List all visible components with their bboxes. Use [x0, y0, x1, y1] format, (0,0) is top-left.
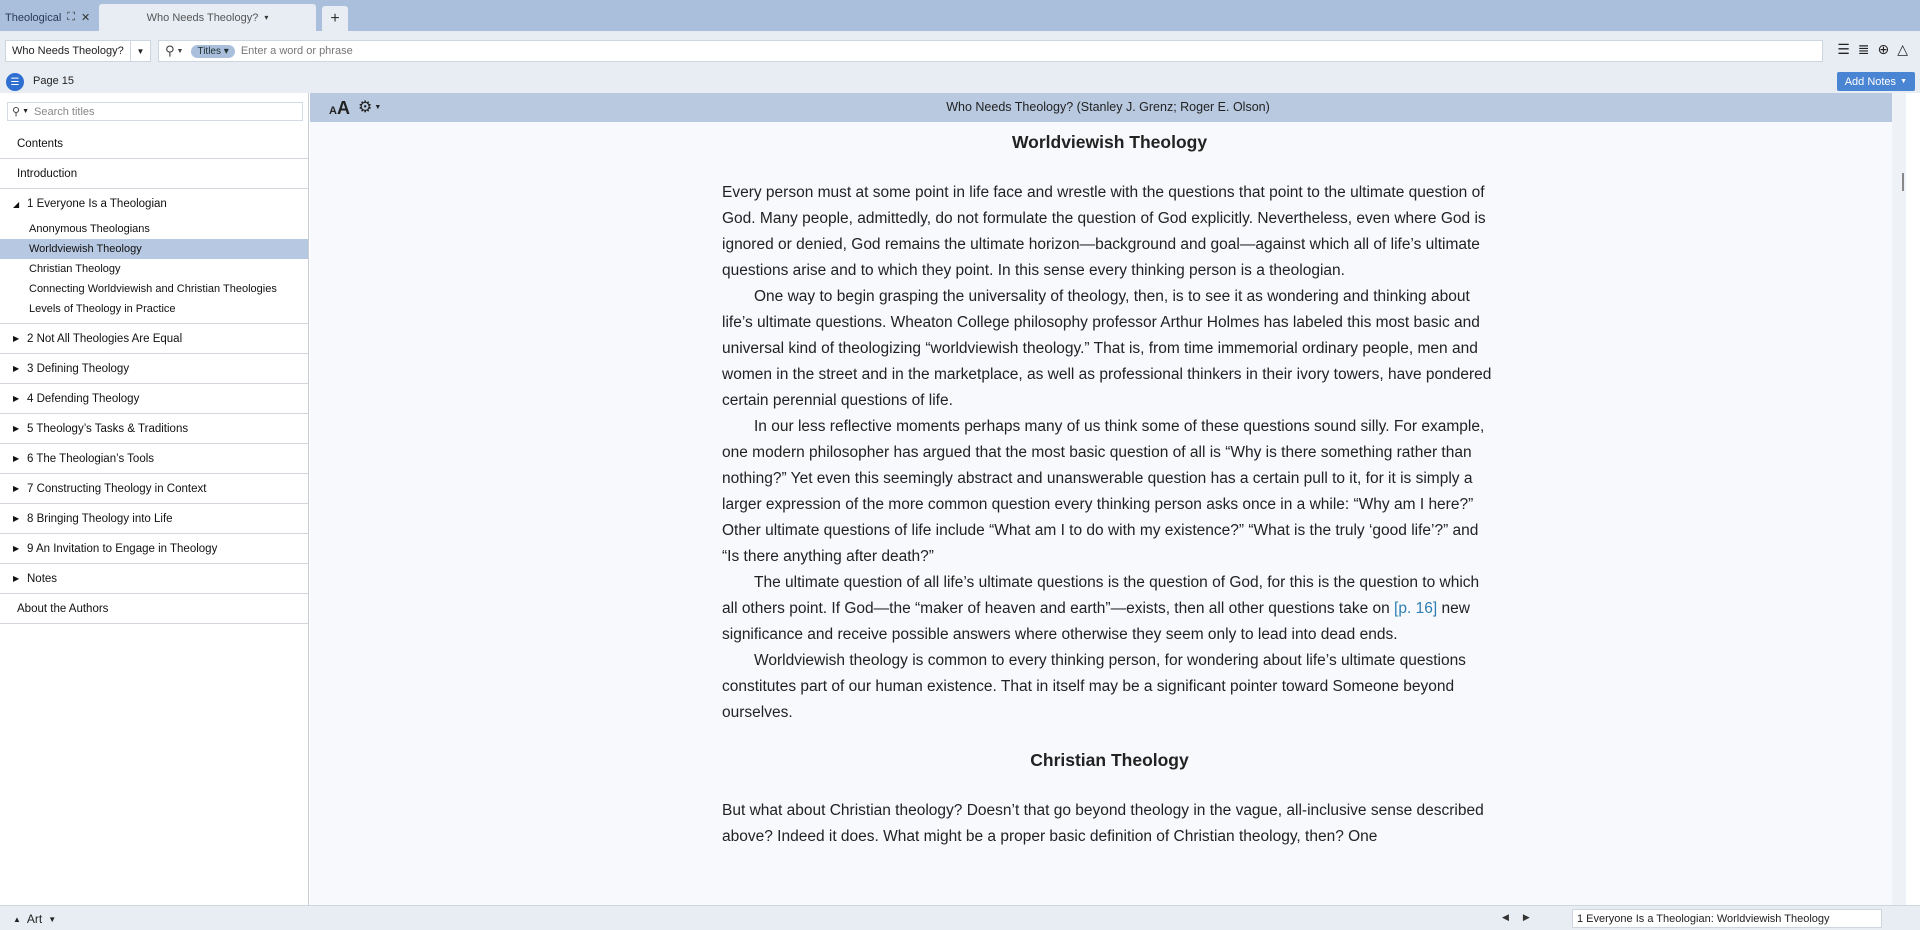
toc-item-chapter6[interactable]	[0, 444, 308, 474]
chevron-down-icon: ▼	[1900, 78, 1907, 85]
title-search	[7, 102, 303, 121]
toc-sub-label: Anonymous Theologians	[29, 223, 150, 235]
toc-item-introduction[interactable]	[0, 159, 308, 189]
toc-item-contents[interactable]	[0, 129, 308, 159]
next-arrow-icon[interactable]: ▶	[1522, 912, 1530, 922]
toc-sub-label: Christian Theology	[29, 263, 121, 275]
page-number: Page 15	[33, 75, 74, 87]
toc-item-label: 8 Bringing Theology into Life	[27, 512, 173, 525]
plus-icon: +	[330, 9, 340, 27]
toc-item-label: Notes	[27, 572, 58, 585]
toc-sub-label: Connecting Worldviewish and Christian Theologies	[29, 283, 277, 295]
prev-arrow-icon[interactable]: ◀	[1502, 912, 1509, 922]
toc-item-label: 5 Theology’s Tasks & Traditions	[27, 422, 189, 435]
toc-item-chapter2[interactable]	[0, 324, 308, 354]
tab-bar	[0, 0, 1920, 31]
paragraph-text: new significance and receive possible answers where otherwise they seem only to lead into dead ends.	[722, 600, 1470, 643]
page-reference-link[interactable]: [p. 16]	[1394, 600, 1438, 617]
triangle-up-icon[interactable]: ▲	[13, 914, 21, 924]
toc-toggle-icon[interactable]: ☰	[6, 73, 24, 91]
toc-item-chapter7[interactable]	[0, 474, 308, 504]
toc-item-notes[interactable]	[0, 564, 308, 594]
toc-item-chapter9[interactable]	[0, 534, 308, 564]
toc-sub-connecting[interactable]	[0, 279, 308, 299]
nav-arrows	[1502, 912, 1530, 923]
toc-sub-label: Worldviewish Theology	[29, 243, 142, 255]
resource-select[interactable]	[5, 40, 151, 62]
toc-item-chapter5[interactable]	[0, 414, 308, 444]
tab-theological[interactable]	[0, 4, 98, 31]
paragraph: In our less reflective moments perhaps many of us think some of these questions sound silly. For example, one modern philosopher has argued that the most basic question of all is “Why is there something rather than nothing?” Yet even this seemingly abstract and unanswerable question has a certain pull to it, for it is simply a larger expression of the more common question every thinking person asks once in a while: “Why am I here?” Other ultimate questions of life include “What am I to do with my existence?” “What is the truly ‘good life’?” and “Is there anything after death?”	[722, 418, 1485, 565]
toc-sub-christian[interactable]	[0, 259, 308, 279]
add-circle-icon[interactable]: ⊕	[1877, 41, 1890, 57]
toc-item-about-authors[interactable]	[0, 594, 308, 624]
gear-icon[interactable]: ⚙ ▼	[358, 99, 382, 116]
tab-menu-icon[interactable]: ▾	[264, 13, 269, 22]
search-options-icon[interactable]: ▼	[176, 47, 184, 55]
search-bar	[158, 40, 1823, 62]
layout-selector[interactable]	[13, 912, 56, 926]
paragraph: Every person must at some point in life face and wrestle with the questions that point to the ultimate question of God. Many people, admittedly, do not formulate the question of God explicitly. Nevertheless, even where God is ignored or denied, God remains the ultimate horizon—background and goal—against which all of life’s ultimate questions arise and to which they point. In this sense every thinking person is a theologian.	[722, 184, 1486, 279]
font-size-icon[interactable]: AA	[329, 98, 350, 118]
layout-label: Art	[26, 912, 43, 926]
tab-label: Who Needs Theology?	[146, 11, 259, 24]
reader-title: Who Needs Theology? (Stanley J. Grenz; Roger E. Olson)	[946, 100, 1270, 114]
toc-item-chapter1[interactable]	[0, 189, 308, 219]
toc-sub-anonymous[interactable]	[0, 219, 308, 239]
toc-item-chapter8[interactable]	[0, 504, 308, 534]
reader-header	[310, 93, 1906, 122]
triangle-right-icon[interactable]: ▶	[13, 454, 20, 463]
paragraph: But what about Christian theology? Doesn’t that go beyond theology in the vague, all-inclusive sense described above? Indeed it does. What might be a proper basic definition of Christian theology, then? One	[722, 802, 1484, 845]
toc-item-chapter3[interactable]	[0, 354, 308, 384]
expand-icon[interactable]: ⛶	[67, 11, 75, 23]
triangle-right-icon[interactable]: ▶	[13, 364, 20, 373]
search-icon[interactable]: ⚲	[12, 106, 21, 118]
add-tab-button[interactable]	[322, 6, 348, 31]
search-scope-label: Titles	[197, 45, 221, 57]
page-row	[0, 71, 1920, 93]
toc-item-label: Introduction	[17, 167, 78, 180]
triangle-down-icon[interactable]: ◢	[13, 199, 20, 209]
triangle-right-icon[interactable]: ▶	[13, 424, 20, 433]
chevron-down-icon[interactable]: ▼	[130, 41, 150, 61]
triangle-right-icon[interactable]: ▶	[13, 484, 20, 493]
toc-sub-label: Levels of Theology in Practice	[29, 303, 176, 315]
toc-item-label: 3 Defining Theology	[27, 362, 130, 375]
toc-item-label: 7 Constructing Theology in Context	[27, 482, 207, 495]
triangle-right-icon[interactable]: ▶	[13, 574, 20, 583]
triangle-icon[interactable]: △	[1897, 41, 1908, 57]
paragraph: One way to begin grasping the universality of theology, then, is to see it as wondering and thinking about life’s ultimate questions. Wheaton College philosophy professor Arthur Holmes has labeled this most basic and universal kind of theologizing “worldviewish theology.” That is, from time immemorial ordinary people, men and women in the street and in the marketplace, as well as professional thinkers in their ivory towers, have pondered certain perennial questions of life.	[722, 288, 1492, 409]
toc-sidebar	[0, 93, 309, 905]
scroll-position-marker[interactable]	[1902, 173, 1904, 191]
toc-item-label: Contents	[17, 137, 64, 150]
tab-label: Theological	[5, 11, 62, 24]
book-text	[722, 122, 1497, 850]
search-options-icon[interactable]: ▼	[22, 108, 29, 115]
toc-item-label: 6 The Theologian’s Tools	[27, 452, 155, 465]
toc-item-label: 2 Not All Theologies Are Equal	[27, 332, 183, 345]
search-scope-pill[interactable]: Titles ▾	[191, 45, 234, 58]
toc-item-label: 1 Everyone Is a Theologian	[27, 198, 167, 210]
location-field[interactable]: 1 Everyone Is a Theologian: Worldviewish Theology	[1572, 909, 1882, 928]
chevron-down-icon[interactable]: ▼	[48, 914, 57, 924]
outline-icon[interactable]: ≣	[1857, 41, 1870, 57]
toc-item-label: About the Authors	[17, 602, 109, 615]
triangle-right-icon[interactable]: ▶	[13, 514, 20, 523]
toc-sub-worldviewish[interactable]	[0, 239, 308, 259]
title-search-input[interactable]	[34, 106, 284, 118]
resource-select-value: Who Needs Theology?	[12, 45, 124, 57]
toolbar	[0, 31, 1920, 71]
toc-sub-levels[interactable]	[0, 299, 308, 319]
paragraph-text: The ultimate question of all life’s ultimate questions is the question of God, for this is the question to which all others point. If God—the “maker of heaven and earth”—exists, then all other questions take on	[722, 574, 1480, 617]
section-heading: Christian Theology	[1030, 750, 1189, 770]
triangle-right-icon[interactable]: ▶	[13, 544, 20, 553]
status-bar	[0, 905, 1920, 930]
add-notes-button[interactable]	[1837, 72, 1915, 91]
search-input[interactable]	[241, 45, 1641, 57]
reader-scrollbar[interactable]	[1892, 93, 1906, 905]
tab-who-needs-theology[interactable]	[99, 4, 316, 31]
reader-pane	[310, 93, 1906, 905]
paragraph	[722, 570, 1497, 648]
toolbar-icons	[1837, 41, 1908, 58]
triangle-right-icon[interactable]: ▶	[13, 334, 20, 343]
section-heading: Worldviewish Theology	[1011, 132, 1208, 152]
search-icon[interactable]: ⚲	[165, 43, 175, 58]
toc-item-label: 9 An Invitation to Engage in Theology	[27, 542, 218, 555]
menu-lines-icon[interactable]: ☰	[1837, 41, 1850, 57]
triangle-right-icon[interactable]: ▶	[13, 394, 20, 403]
close-icon[interactable]: ✕	[80, 12, 91, 24]
toc-group-chapter1	[0, 189, 308, 324]
paragraph: Worldviewish theology is common to every thinking person, for wondering about life’s ultimate questions constitutes part of our human existence. That in itself may be a significant pointer toward Someone beyond ourselves.	[722, 652, 1466, 721]
toc-item-label: 4 Defending Theology	[27, 392, 140, 405]
toc-list	[0, 129, 308, 624]
toc-item-chapter4[interactable]	[0, 384, 308, 414]
add-notes-label: Add Notes	[1844, 75, 1897, 88]
